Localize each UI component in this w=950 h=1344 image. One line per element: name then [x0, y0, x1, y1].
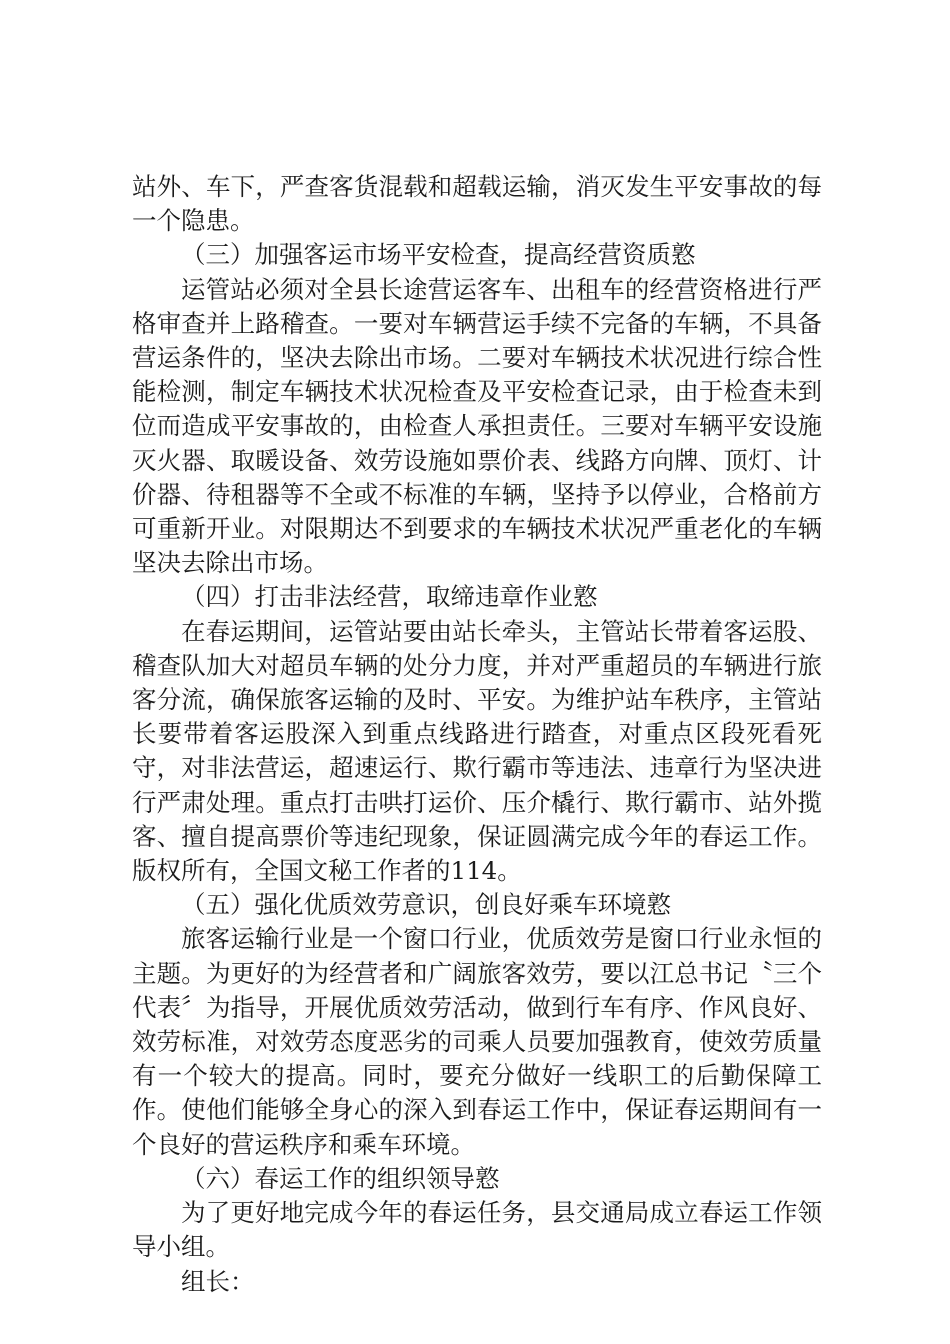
paragraph-section-5: 旅客运输行业是一个窗口行业，优质效劳是窗口行业永恒的主题。为更好的为经营者和广阔旅客效劳，要以江总书记〝三个代表〞为指导，开展优质效劳活动，做到行车有序、作风良好、效劳标准，对效劳态度恶劣的司乘人员要加强教育，使效劳质量有一个较大的提高。同时，要充分做好一线职工的后勤保障工作。使他们能够全身心的深入到春运工作中，保证春运期间有一个良好的营运秩序和乘车环境。 [132, 924, 822, 1159]
document-body [132, 170, 822, 1299]
section-heading-5: （五）强化优质效劳意识，创良好乘车环境憝 [181, 890, 671, 920]
section-heading-3: （三）加强客运市场平安检查，提高经营资质憝 [181, 240, 696, 270]
paragraph-section-6: 为了更好地完成今年的春运任务，县交通局成立春运工作领导小组。 [132, 1198, 822, 1262]
paragraph-section-3: 运管站必须对全县长途营运客车、出租车的经营资格进行严格审查并上路稽查。一要对车辆营运手续不完备的车辆，不具备营运条件的，坚决去除出市场。二要对车辆技术状况进行综合性能检测，制定车辆技术状况检查及平安检查记录，由于检查未到位而造成平安事故的，由检查人承担责任。三要对车辆平安设施灭火器、取暖设备、效劳设施如票价表、线路方向牌、顶灯、计价器、待租器等不全或不标准的车辆，坚持予以停业，合格前方可重新开业。对限期达不到要求的车辆技术状况严重老化的车辆坚决去除出市场。 [132, 274, 822, 578]
section-heading-4: （四）打击非法经营，取缔违章作业憝 [181, 582, 598, 612]
paragraph-group-leader: 组长： [181, 1266, 255, 1296]
paragraph-continued: 站外、车下，严查客货混载和超载运输，消灭发生平安事故的每一个隐患。 [132, 172, 822, 236]
paragraph-section-4: 在春运期间，运管站要由站长牵头，主管站长带着客运股、稽查队加大对超员车辆的处分力度，并对严重超员的车辆进行旅客分流，确保旅客运输的及时、平安。为维护站车秩序，主管站长要带着客运股深入到重点线路进行踏查，对重点区段死看死守，对非法营运，超速运行、欺行霸市等违法、违章行为坚决进行严肃处理。重点打击哄打运价、压介橇行、欺行霸市、站外揽客、擅自提高票价等违纪现象，保证圆满完成今年的春运工作。版权所有，全国文秘工作者的114。 [132, 616, 822, 886]
section-heading-6: （六）春运工作的组织领导憝 [181, 1163, 500, 1193]
